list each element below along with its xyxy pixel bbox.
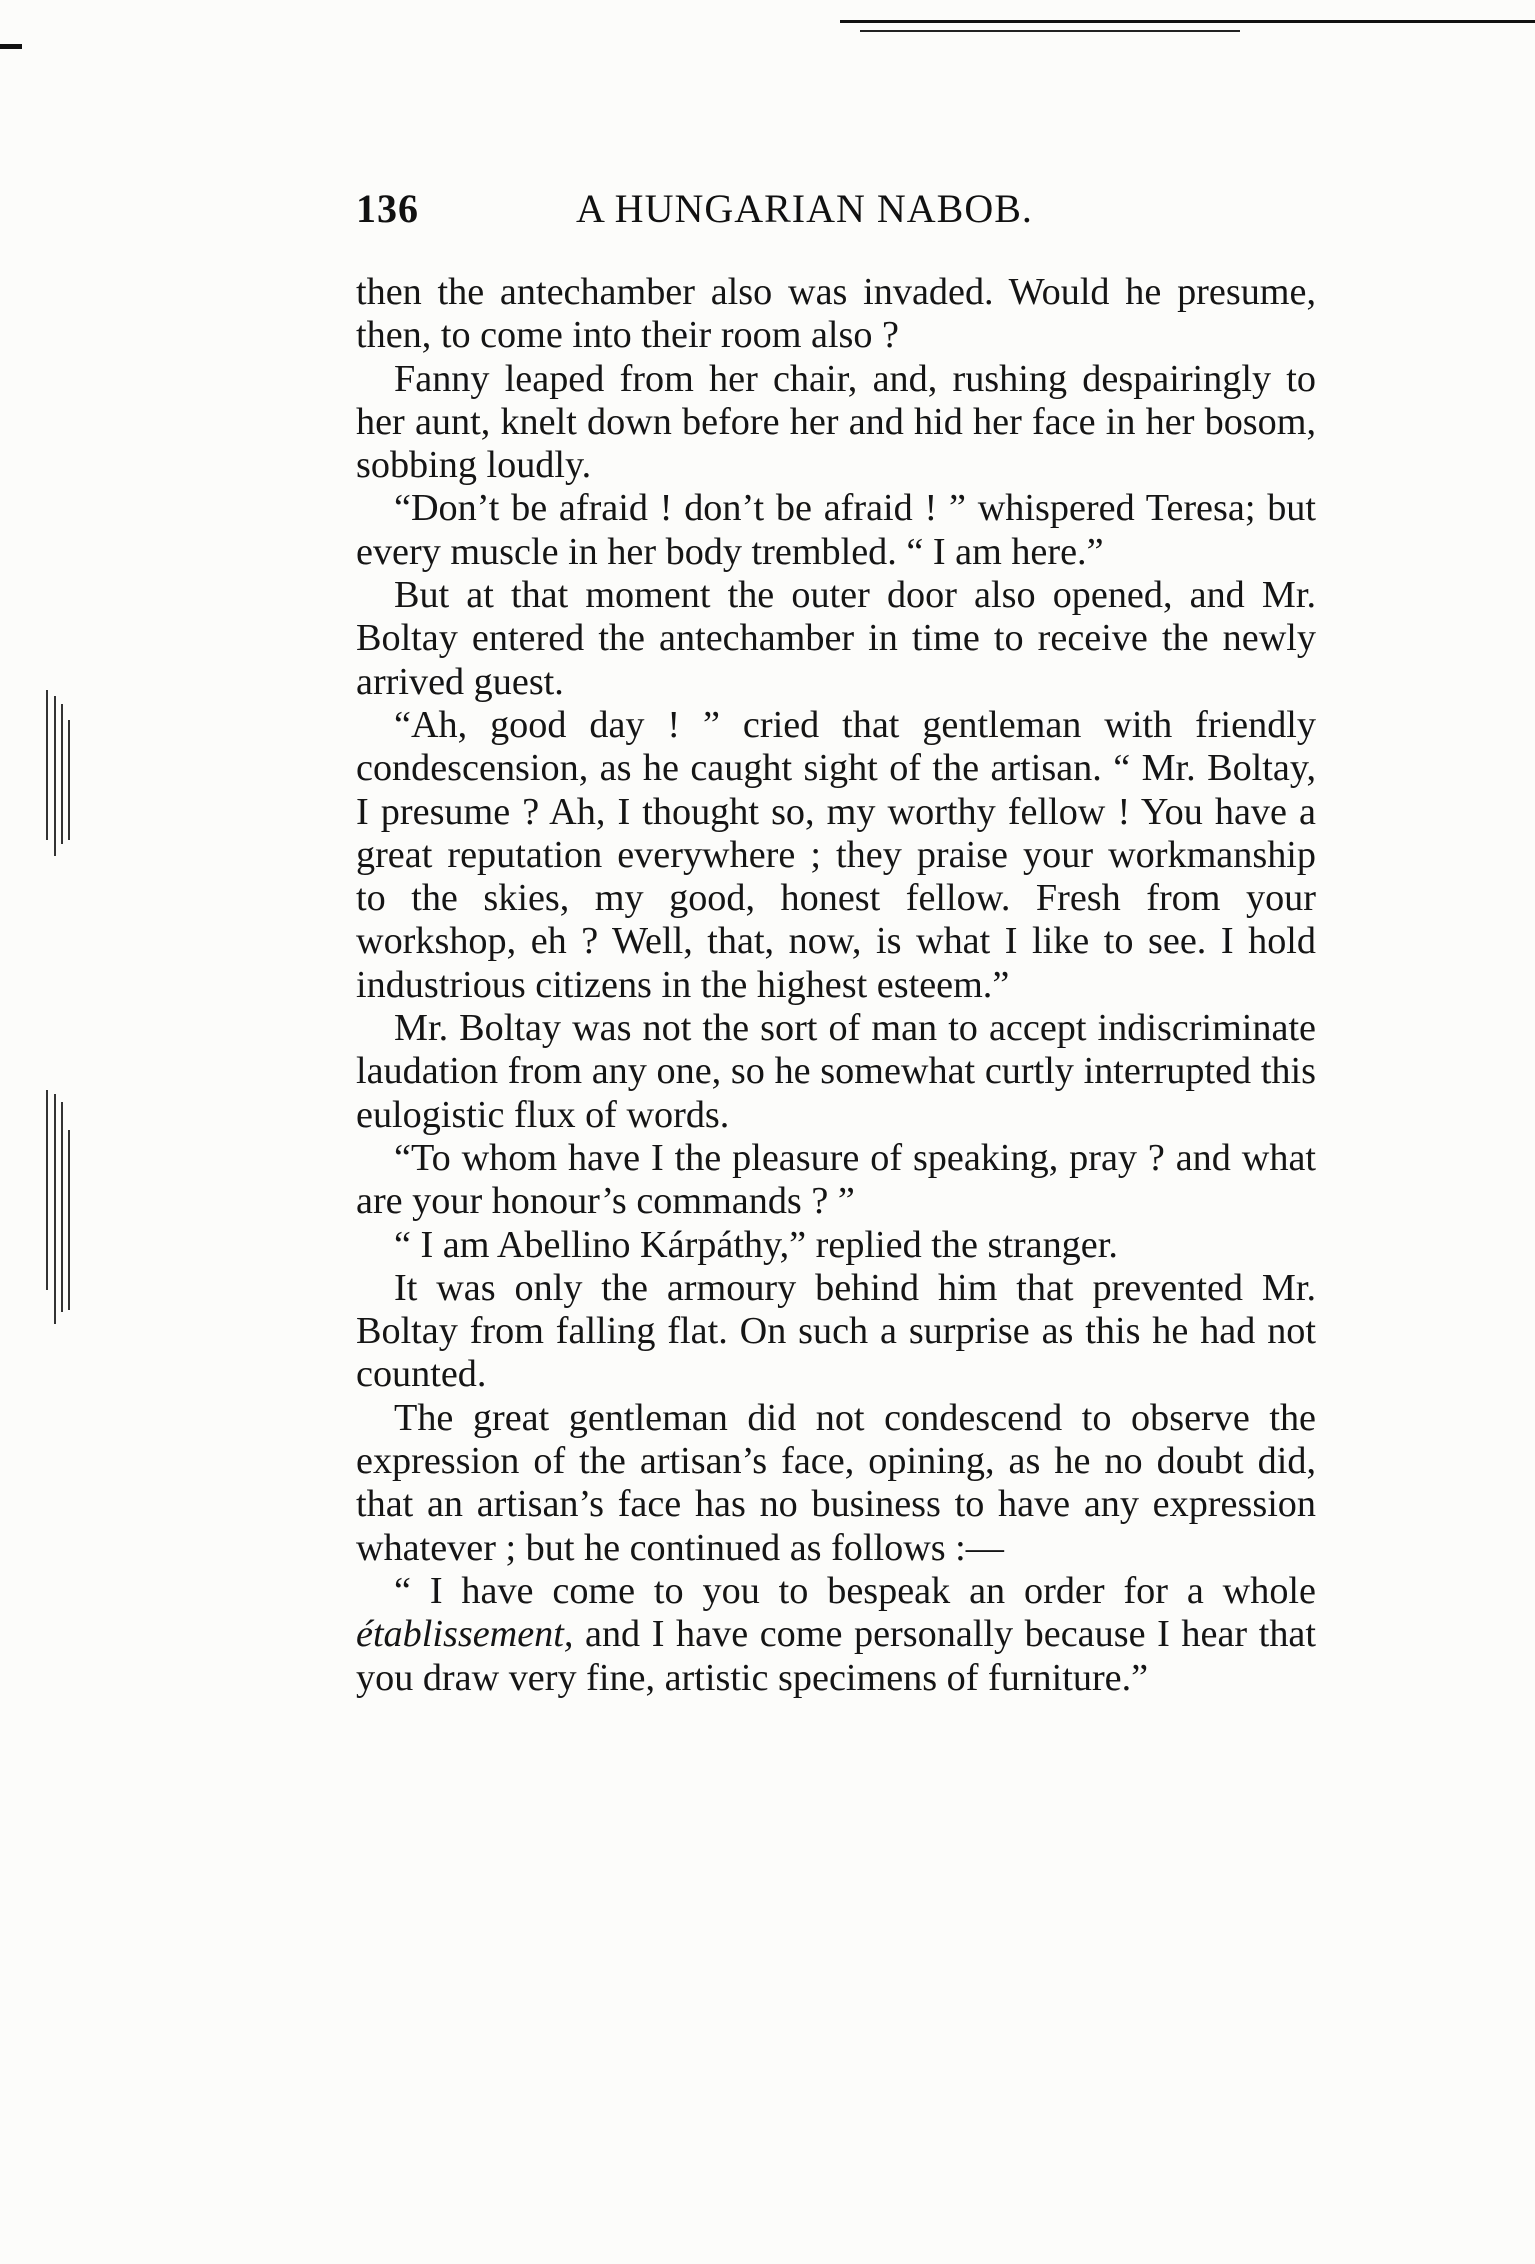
running-title: A HUNGARIAN NABOB. (576, 186, 1033, 231)
text-run: “ I have come to you to bespeak an order for a whole (394, 1569, 1316, 1612)
italic-word: établissement, (356, 1613, 574, 1656)
page-top-thin-rule (860, 30, 1240, 32)
paragraph: then the antechamber also was invaded. Would he presume, then, to come into their room also ? (356, 271, 1316, 357)
body-text (356, 271, 1316, 1700)
margin-dash-mark (0, 44, 22, 49)
page-top-edge-rule (840, 0, 1535, 23)
paragraph: “Ah, good day ! ” cried that gentleman with friendly condescension, as he caught sight of the artisan. “ Mr. Boltay, I presume ? Ah, I thought so, my worthy fellow ! You have a great reputation everywhere ; they praise your workmanship to the skies, my good, honest fellow. Fresh from your workshop, eh ? Well, that, now, is what I like to see. I hold industrious citizens in the highest esteem.” (356, 703, 1316, 1006)
running-head (356, 185, 1316, 245)
paragraph: It was only the armoury behind him that prevented Mr. Boltay from falling flat. On such a surprise as this he had not counted. (356, 1266, 1316, 1396)
binding-marks-upper (46, 690, 86, 850)
paragraph: “To whom have I the pleasure of speaking, pray ? and what are your honour’s commands ? ” (356, 1136, 1316, 1223)
paragraph: But at that moment the outer door also opened, and Mr. Boltay entered the antechamber in time to receive the newly arrived guest. (356, 574, 1316, 703)
paragraph: The great gentleman did not condescend to observe the expression of the artisan’s face, opining, as he no doubt did, that an artisan’s face has no business to have any expression whatever ; but he continued as follows :— (356, 1396, 1316, 1569)
paragraph: Mr. Boltay was not the sort of man to accept indiscriminate laudation from any one, so he somewhat curtly interrupted this eulogistic flux of words. (356, 1007, 1316, 1136)
text-run: and I have come personally because I hear that you draw very fine, artistic specimens of furniture.” (356, 1613, 1316, 1699)
binding-marks-lower (46, 1090, 86, 1320)
paragraph: “Don’t be afraid ! don’t be afraid ! ” whispered Teresa; but every muscle in her body trembled. “ I am here.” (356, 487, 1316, 573)
page-number: 136 (356, 186, 419, 231)
paragraph: “ I am Abellino Kárpáthy,” replied the stranger. (394, 1223, 1118, 1266)
paragraph: Fanny leaped from her chair, and, rushing despairingly to her aunt, knelt down before her and hid her face in her bosom, sobbing loudly. (356, 357, 1316, 487)
paragraph-final (356, 1570, 1316, 1700)
